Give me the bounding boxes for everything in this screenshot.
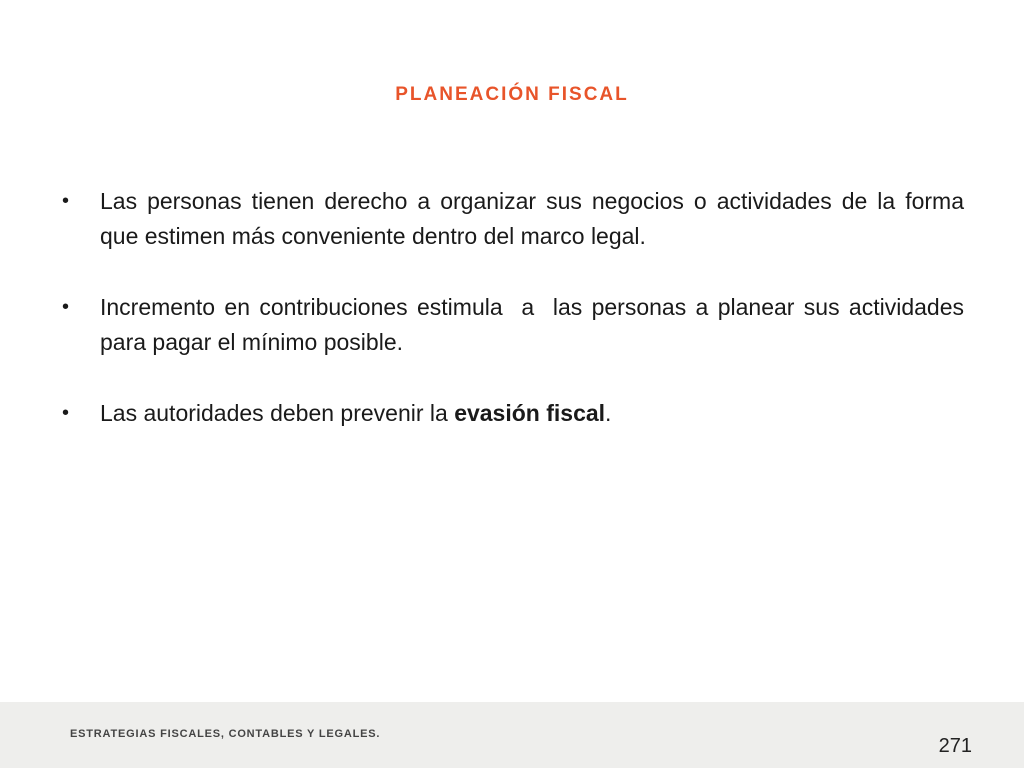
- bullet-text: Incremento en contribuciones estimula a las personas a planear sus actividades para pagar el mínimo posible.: [100, 294, 971, 355]
- bullet-emphasis: evasión fiscal: [454, 400, 606, 426]
- bullet-item: [62, 184, 964, 254]
- bullet-text: [100, 396, 964, 431]
- footer-label: ESTRATEGIAS FISCALES, CONTABLES Y LEGALES.: [70, 728, 381, 740]
- bullet-text-start: Las autoridades deben prevenir la: [100, 400, 455, 426]
- bullet-text-end: .: [605, 400, 612, 426]
- bullet-item: [62, 396, 964, 431]
- bullet-icon: •: [62, 296, 70, 318]
- slide-title: PLANEACIÓN FISCAL: [395, 84, 629, 105]
- bullet-item: [62, 290, 971, 360]
- footer-bar: [0, 702, 1024, 768]
- page-number: 271: [938, 735, 972, 757]
- bullet-icon: •: [62, 190, 70, 212]
- bullet-text: Las personas tienen derecho a organizar sus negocios o actividades de la forma que estimen más conveniente dentro del marco legal.: [100, 188, 964, 249]
- bullet-list: [62, 184, 971, 467]
- bullet-icon: •: [62, 402, 70, 424]
